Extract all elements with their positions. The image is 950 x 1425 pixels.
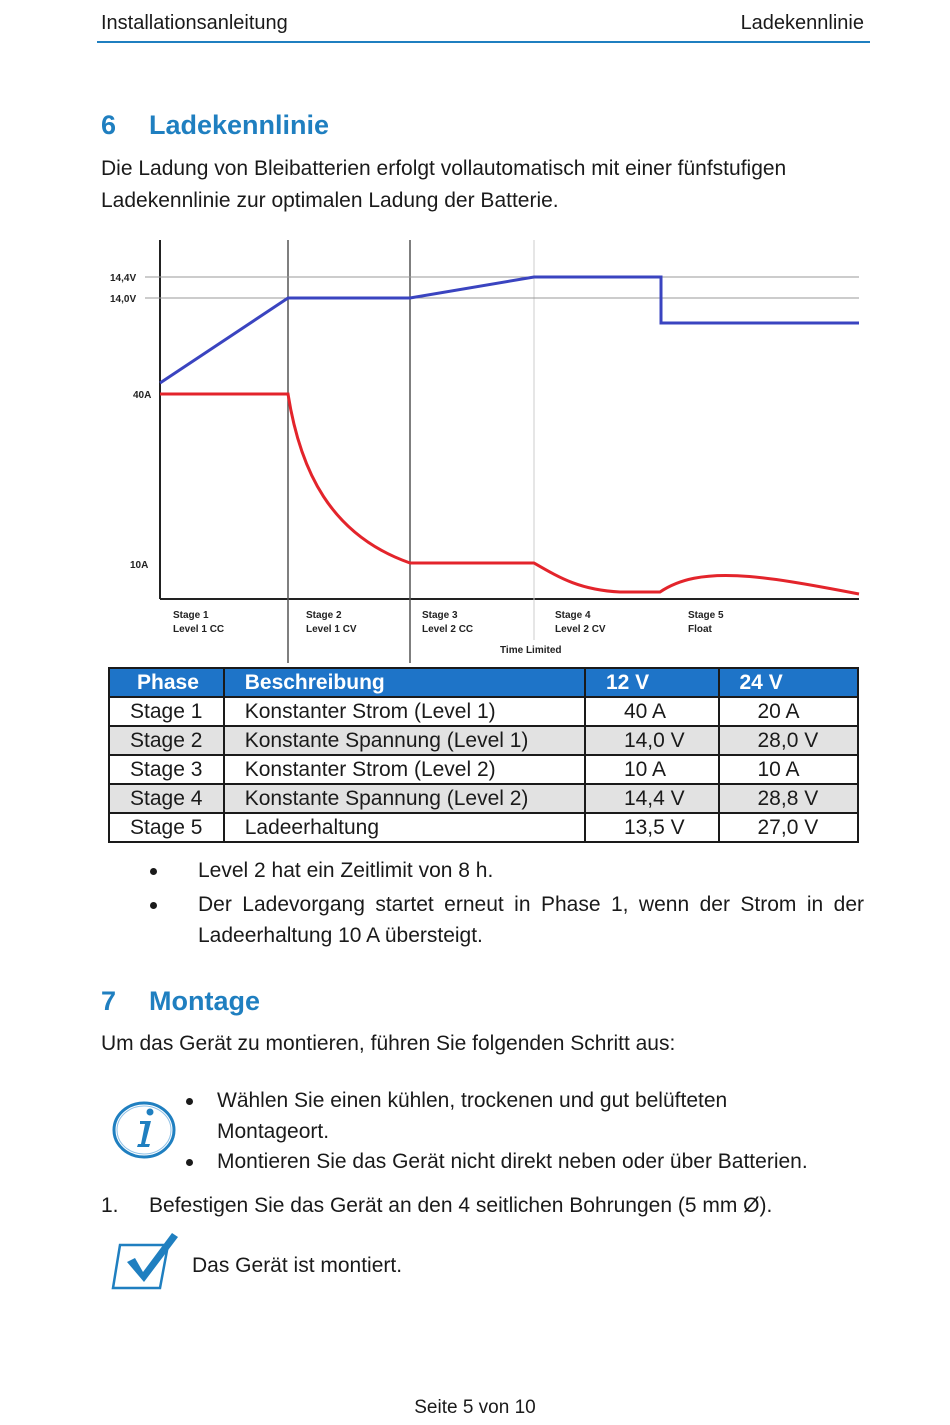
bullet-dot	[150, 902, 157, 909]
section-6-title: Ladekennlinie	[149, 110, 330, 140]
section-7-heading	[101, 986, 260, 1017]
table-row	[109, 813, 858, 842]
cell-phase: Stage 4	[109, 784, 224, 813]
cell-12v: 10 A	[585, 755, 719, 784]
table-row	[109, 726, 858, 755]
header-description: Beschreibung	[224, 668, 585, 697]
cell-phase: Stage 1	[109, 697, 224, 726]
section-7-intro: Um das Gerät zu montieren, führen Sie folgenden Schritt aus:	[101, 1032, 676, 1055]
note-restart-line1: Der Ladevorgang startet erneut in Phase 1, wenn der Strom in der	[198, 893, 864, 916]
cell-12v: 14,4 V	[585, 784, 719, 813]
section-6-intro-line2: Ladekennlinie zur optimalen Ladung der Batterie.	[101, 189, 559, 212]
header-title: Installationsanleitung	[101, 12, 288, 34]
cell-description: Konstante Spannung (Level 1)	[224, 726, 585, 755]
stage-1-label: Stage 1	[173, 610, 209, 621]
stage-5-label: Stage 5	[688, 610, 724, 621]
voltage-series-line	[160, 277, 859, 383]
info-bullet-2: Montieren Sie das Gerät nicht direkt neben oder über Batterien.	[217, 1150, 808, 1173]
page-number: Seite 5 von 10	[414, 1397, 536, 1418]
stage-3-label: Stage 3	[422, 610, 458, 621]
info-icon	[110, 1094, 182, 1164]
header-12v: 12 V	[585, 668, 719, 697]
cell-phase: Stage 2	[109, 726, 224, 755]
cell-24v: 28,0 V	[719, 726, 859, 755]
stage-2-level: Level 1 CV	[306, 624, 357, 635]
cell-phase: Stage 5	[109, 813, 224, 842]
bullet-dot	[186, 1159, 193, 1166]
table-row	[109, 784, 858, 813]
bullet-dot	[186, 1098, 193, 1105]
y-label-10a: 10A	[130, 560, 149, 571]
stage-4-level: Level 2 CV	[555, 624, 606, 635]
header-24v: 24 V	[719, 668, 859, 697]
cell-description: Ladeerhaltung	[224, 813, 585, 842]
time-limited-annotation: Time Limited	[500, 645, 562, 656]
cell-24v: 28,8 V	[719, 784, 859, 813]
header-section: Ladekennlinie	[740, 12, 864, 34]
y-label-14-4v: 14,4V	[110, 273, 137, 284]
table-header-row	[109, 668, 858, 697]
header-phase: Phase	[109, 668, 224, 697]
cell-description: Konstanter Strom (Level 1)	[224, 697, 585, 726]
stage-1-level: Level 1 CC	[173, 624, 225, 635]
note-restart-line2: Ladeerhaltung 10 A übersteigt.	[198, 924, 483, 947]
result-text: Das Gerät ist montiert.	[192, 1254, 403, 1277]
section-6-number: 6	[101, 110, 117, 140]
stages-table	[108, 667, 859, 843]
note-time-limit: Level 2 hat ein Zeitlimit von 8 h.	[198, 859, 494, 882]
cell-12v: 14,0 V	[585, 726, 719, 755]
table-row	[109, 697, 858, 726]
step-number: 1.	[101, 1194, 119, 1217]
section-7-title: Montage	[149, 986, 260, 1016]
y-label-40a: 40A	[133, 390, 152, 401]
stage-2-label: Stage 2	[306, 610, 342, 621]
cell-12v: 13,5 V	[585, 813, 719, 842]
step-text: Befestigen Sie das Gerät an den 4 seitlichen Bohrungen (5 mm Ø).	[149, 1194, 773, 1217]
cell-phase: Stage 3	[109, 755, 224, 784]
cell-description: Konstanter Strom (Level 2)	[224, 755, 585, 784]
section-7-number: 7	[101, 986, 117, 1016]
stage-5-level: Float	[688, 624, 712, 635]
stage-3-level: Level 2 CC	[422, 624, 474, 635]
info-bullet-1-line2: Montageort.	[217, 1120, 330, 1143]
bullet-dot	[150, 868, 157, 875]
info-bullet-1-line1: Wählen Sie einen kühlen, trockenen und gut belüfteten	[217, 1089, 728, 1112]
cell-12v: 40 A	[585, 697, 719, 726]
checkmark-icon	[110, 1230, 182, 1292]
cell-24v: 10 A	[719, 755, 859, 784]
charging-curve-chart	[0, 0, 950, 670]
cell-24v: 27,0 V	[719, 813, 859, 842]
current-series-line	[160, 394, 859, 594]
stage-4-label: Stage 4	[555, 610, 591, 621]
cell-24v: 20 A	[719, 697, 859, 726]
y-label-14-0v: 14,0V	[110, 294, 137, 305]
cell-description: Konstante Spannung (Level 2)	[224, 784, 585, 813]
table-row	[109, 755, 858, 784]
section-6-intro-line1: Die Ladung von Bleibatterien erfolgt vollautomatisch mit einer fünfstufigen	[101, 157, 787, 180]
